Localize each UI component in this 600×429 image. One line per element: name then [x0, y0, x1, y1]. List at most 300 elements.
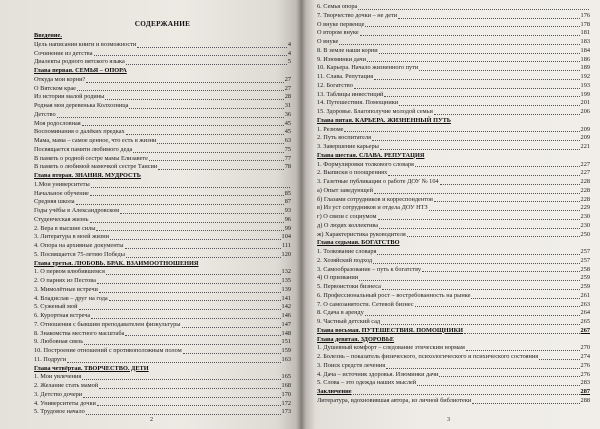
toc-page-number: 36	[284, 110, 291, 118]
toc-page-number: 257	[580, 256, 590, 264]
toc-entry-title: 3. Поиск средств лечения	[317, 361, 386, 369]
toc-dot-leader	[344, 131, 579, 132]
toc-dot-leader	[110, 239, 281, 240]
toc-page-number: 173	[281, 408, 291, 416]
toc-page-number: 199	[580, 90, 590, 98]
toc-entry-title: 10. Построение отношений с противоположным полом	[34, 347, 182, 354]
toc-dot-leader	[360, 35, 580, 36]
toc-entry-title: 4. Владислав – друг на года	[34, 294, 108, 302]
toc-dot-leader	[373, 263, 579, 264]
toc-page-number: 259	[580, 283, 590, 290]
toc-entry	[317, 64, 590, 73]
toc-page-number: 201	[580, 99, 590, 107]
toc-entry-title: 5. Слова – это одежда наших мыслей	[317, 379, 417, 387]
toc-entry	[317, 213, 590, 222]
page-number-right: 3	[447, 417, 450, 423]
toc-entry	[317, 318, 590, 327]
toc-chapter-heading	[317, 336, 590, 345]
toc-chapter-heading	[34, 172, 291, 181]
toc-dot-leader	[539, 359, 579, 360]
toc-entry	[34, 277, 291, 286]
toc-page-number: 288	[580, 396, 590, 404]
toc-page-number: 276	[580, 361, 590, 369]
toc-entry	[317, 371, 590, 380]
toc-entry	[34, 225, 291, 234]
toc-chapter-heading	[34, 32, 291, 41]
toc-chapter-heading	[34, 67, 291, 76]
toc-page-number: 5	[287, 58, 291, 66]
toc-page-number: 28	[284, 93, 291, 101]
toc-entry-title: Цель написания книги и возможности	[34, 40, 137, 48]
toc-entry-title: 1. Душевный комфорт – следование этическим нормам	[317, 344, 465, 352]
toc-entry-title: 4. Университеты дочки	[34, 399, 96, 407]
toc-page-number: 274	[580, 353, 590, 360]
toc-dot-leader	[99, 388, 280, 389]
toc-entry-title: 7. Отношения с бывшим преподавателем физкультуры	[34, 320, 181, 328]
toc-entry	[34, 128, 291, 137]
toc-dot-leader	[137, 47, 287, 48]
toc-entry-title: 1. Формулировки толкового словаря	[317, 160, 414, 168]
toc-entry-title: 7. О самозанятости. Сетевой бизнес	[317, 300, 414, 308]
toc-entry	[34, 233, 291, 242]
toc-entry	[34, 356, 291, 365]
toc-entry-title: Моя родословная	[34, 119, 81, 127]
toc-dot-leader	[365, 26, 579, 27]
toc-chapter-heading	[317, 152, 590, 161]
toc-entry-title: 11. Подруги	[34, 355, 67, 363]
toc-entry	[317, 301, 590, 310]
toc-entry	[317, 134, 590, 143]
toc-dot-leader	[90, 195, 284, 196]
toc-chapter-heading	[317, 327, 590, 336]
toc-dot-leader	[372, 140, 580, 141]
toc-page-number: 276	[580, 370, 590, 378]
toc-entry-title: 6. Семья опора	[317, 3, 358, 10]
toc-dot-leader	[377, 254, 579, 255]
toc-entry-title: 5. Первоистоки бизнеса	[317, 283, 381, 290]
toc-page-number: 165	[281, 373, 291, 381]
toc-page-number: 104	[281, 233, 291, 241]
toc-page-number: 270	[580, 344, 590, 352]
toc-dot-leader	[84, 344, 280, 345]
toc-entry-title: Посвящается памяти любимого деда	[34, 145, 133, 153]
toc-entry	[317, 99, 590, 108]
toc-page-number: 230	[580, 213, 590, 220]
toc-page-number: 189	[580, 64, 590, 72]
toc-entry-title: Глава четвёртая. ТВОРЧЕСТВО. ДЕТИ	[34, 364, 149, 372]
toc-dot-leader	[133, 152, 283, 153]
toc-entry-title: 11. Слава. Репутация	[317, 73, 374, 80]
toc-page-number: 77	[284, 154, 291, 162]
toc-page-number: 176	[580, 11, 590, 19]
toc-entry-title: 4. Опора на архивные документы	[34, 242, 124, 249]
toc-entry	[34, 382, 291, 391]
toc-entry	[317, 178, 590, 187]
toc-entry-title: 4) О призвании	[317, 274, 359, 282]
toc-dot-leader	[126, 134, 284, 135]
toc-entry-title: Годы учёбы в Александровском	[34, 207, 120, 214]
toc-entry	[317, 266, 590, 275]
toc-entry-title: Глава первая. СЕМЬЯ – ОПОРА	[34, 67, 127, 74]
toc-dot-leader	[399, 105, 579, 106]
toc-dot-leader	[398, 18, 579, 19]
toc-entry-title: д) О людях коллектива	[317, 221, 379, 229]
page-title: СОДЕРЖАНИЕ	[134, 20, 191, 28]
toc-entry	[317, 12, 590, 21]
toc-dot-leader	[158, 169, 283, 170]
toc-entry-title: 2. Путь воспитателя	[317, 134, 372, 142]
toc-dot-leader	[97, 405, 281, 406]
toc-entry	[34, 373, 291, 382]
toc-chapter-heading	[317, 388, 590, 397]
toc-entry-title: 9. Изюминки дачи	[317, 55, 366, 63]
toc-page-number: 184	[580, 46, 590, 54]
toc-entry	[34, 251, 291, 260]
toc-entry-title: Глава восьмая. ПУТЕШЕСТВИЯ. ПОМОЩНИКИ	[317, 326, 464, 334]
toc-dot-leader	[415, 166, 580, 167]
toc-dot-leader	[182, 327, 281, 328]
toc-dot-leader	[381, 324, 579, 325]
toc-dot-leader	[91, 318, 280, 319]
toc-dot-leader	[419, 70, 579, 71]
toc-entry-title: 9. Частный детский сад	[317, 318, 381, 325]
toc-dot-leader	[86, 414, 281, 415]
toc-entry	[317, 169, 590, 178]
toc-page-number: 27	[284, 84, 291, 92]
toc-page-number: 227	[580, 169, 590, 177]
toc-entry	[34, 76, 291, 85]
toc-entry	[34, 155, 291, 164]
toc-page-number: 151	[281, 338, 291, 346]
toc-dot-leader	[407, 236, 580, 237]
toc-entry-title: Глава вторая. ЗНАНИЯ. МУДРОСТЬ	[34, 172, 141, 179]
right-page	[301, 0, 600, 429]
toc-dot-leader	[157, 143, 283, 144]
toc-entry-title: Средняя школа	[34, 198, 75, 206]
toc-list-left	[34, 32, 291, 417]
toc-entry-title: Мама, мама – самое ценное, что есть в жизни	[34, 137, 157, 144]
toc-dot-leader	[183, 353, 281, 354]
toc-entry	[317, 82, 590, 91]
toc-dot-leader	[417, 385, 579, 386]
toc-entry	[317, 231, 590, 240]
toc-entry	[317, 309, 590, 318]
toc-entry-title: Из истории малой родины	[34, 93, 105, 101]
toc-dot-leader	[358, 9, 589, 10]
toc-entry-title: Глава третья. ЛЮБОВЬ. БРАК. ВЗАИМООТНОШЕНИЯ	[34, 259, 199, 267]
toc-entry	[317, 362, 590, 371]
toc-entry	[317, 344, 590, 353]
toc-entry-title: 2. Желание стать мамой	[34, 382, 99, 389]
toc-entry-title: В память о родной сестре мамы Елизавете	[34, 154, 148, 162]
toc-entry-title: 3. Газетные публикации о работе ДОУ № 104	[317, 178, 439, 185]
toc-list-right	[317, 3, 590, 406]
toc-entry	[34, 268, 291, 277]
toc-entry-title: 3. Детство дочери	[34, 390, 83, 398]
toc-dot-leader	[94, 55, 287, 56]
toc-dot-leader	[374, 79, 579, 80]
toc-entry-title: Глава девятая. ЗДОРОВЬЕ	[317, 335, 395, 343]
toc-entry	[317, 353, 590, 362]
toc-entry	[34, 330, 291, 339]
toc-chapter-heading	[317, 117, 590, 126]
toc-entry-title: Студенческая жизнь	[34, 215, 89, 223]
toc-entry-title: Детство	[34, 110, 56, 118]
toc-dot-leader	[106, 274, 281, 275]
toc-page-number: 258	[580, 265, 590, 273]
toc-entry-title: Воспоминания о далёких предках	[34, 128, 125, 136]
toc-dot-leader	[384, 96, 579, 97]
toc-entry	[34, 295, 291, 304]
toc-entry	[317, 21, 590, 30]
toc-page-number: 283	[580, 379, 590, 387]
toc-dot-leader	[464, 333, 579, 334]
toc-page-number: 27	[284, 75, 291, 83]
toc-page-number: 206	[580, 108, 590, 115]
toc-entry-title: 1. Резюме	[317, 125, 344, 133]
toc-page-number: 63	[284, 137, 291, 144]
toc-dot-leader	[96, 230, 283, 231]
toc-entry-title: Глава пятая. КАРЬЕРА. ЖИЗНЕННЫЙ ПУТЬ	[317, 116, 451, 124]
toc-dot-leader	[439, 376, 579, 377]
toc-entry	[317, 292, 590, 301]
toc-dot-leader	[82, 125, 284, 126]
toc-dot-leader	[379, 53, 580, 54]
toc-entry-title: 5. Трудовое начало	[34, 408, 85, 416]
toc-entry	[34, 216, 291, 225]
toc-page-number: 209	[580, 125, 590, 133]
toc-dot-leader	[126, 257, 281, 258]
toc-dot-leader	[440, 184, 580, 185]
toc-dot-leader	[91, 187, 290, 188]
toc-entry	[34, 181, 291, 190]
toc-entry-title: 9. Любовная связь	[34, 338, 84, 346]
toc-dot-leader	[76, 204, 284, 205]
toc-entry-title: Литература, вдохновившая автора, из личной библиотеки	[317, 396, 472, 404]
toc-entry-title: Заключение	[317, 388, 352, 395]
toc-entry-title: 7. Творчество дочки – не дети	[317, 11, 398, 19]
toc-page-number: 193	[580, 81, 590, 89]
toc-page-number: 148	[281, 329, 291, 337]
toc-dot-leader	[129, 108, 283, 109]
toc-entry	[34, 190, 291, 199]
toc-entry	[317, 187, 590, 196]
toc-dot-leader	[354, 88, 580, 89]
toc-entry	[34, 321, 291, 330]
toc-page-number: 178	[580, 20, 590, 28]
toc-page-number: 267	[580, 326, 590, 334]
toc-entry-title: 13. Таблицы инвестиций	[317, 90, 384, 98]
toc-page-number: 172	[281, 399, 291, 407]
toc-dot-leader	[90, 222, 284, 223]
toc-entry	[317, 91, 590, 100]
toc-entry	[34, 338, 291, 347]
toc-entry	[34, 312, 291, 321]
toc-entry	[317, 397, 590, 406]
toc-entry	[34, 137, 291, 146]
toc-dot-leader	[86, 82, 283, 83]
toc-entry-title: г) О связи с социумом	[317, 213, 377, 220]
toc-page-number: 229	[580, 204, 590, 212]
toc-entry-title: 3. Самообразование – путь к богатству	[317, 265, 422, 273]
toc-entry-title: 3. Завершение карьеры	[317, 143, 379, 150]
toc-entry-title: 1.Мои университеты	[34, 180, 90, 188]
toc-entry	[34, 207, 291, 216]
toc-page-number: 228	[580, 186, 590, 194]
toc-page-number: 228	[580, 195, 590, 203]
toc-entry-title: Глава шестая. СЛАВА. РЕПУТАЦИЯ	[317, 151, 425, 159]
toc-entry-title: 6. Профессиональный рост – востребованность на рынке	[317, 291, 471, 299]
toc-dot-leader	[422, 271, 580, 272]
toc-page-number: 4	[287, 40, 291, 48]
toc-dot-leader	[382, 289, 580, 290]
toc-page-number: 31	[284, 102, 291, 109]
toc-entry-title: 1. Толкование словаря	[317, 248, 377, 255]
toc-dot-leader	[126, 64, 287, 65]
toc-page-number: 261	[580, 291, 590, 299]
toc-dot-leader	[82, 379, 280, 380]
toc-entry-title: 15. Здоровье. Благополучие молодой семьи	[317, 108, 433, 115]
toc-entry-title: 8. В земле наши корни	[317, 46, 378, 54]
toc-page-number: 146	[281, 312, 291, 319]
page-number-left: 2	[150, 417, 153, 423]
toc-page-number: 250	[580, 230, 590, 238]
toc-entry	[317, 3, 590, 12]
toc-entry-title: Откуда мои корни?	[34, 75, 86, 83]
toc-dot-leader	[125, 248, 281, 249]
toc-entry	[34, 111, 291, 120]
toc-entry	[317, 126, 590, 135]
toc-page-number: 45	[284, 119, 291, 127]
toc-entry-title: 2. Вера в высшие силы	[34, 224, 96, 232]
toc-dot-leader	[125, 335, 280, 336]
toc-entry-title: 12. Богатство	[317, 81, 353, 89]
toc-entry	[317, 161, 590, 170]
toc-page-number: 183	[580, 38, 590, 45]
toc-entry-title: О внуке	[317, 38, 339, 45]
toc-page-number: 142	[281, 303, 291, 311]
toc-page-number: 221	[580, 143, 590, 150]
toc-entry	[34, 286, 291, 295]
toc-entry	[317, 108, 590, 117]
toc-dot-leader	[378, 219, 580, 220]
toc-dot-leader	[105, 99, 283, 100]
toc-dot-leader	[434, 114, 580, 115]
toc-entry	[34, 120, 291, 129]
toc-dot-leader	[471, 298, 579, 299]
toc-page-number: 209	[580, 134, 590, 142]
toc-dot-leader	[67, 362, 280, 363]
toc-entry	[34, 303, 291, 312]
toc-page-number: 93	[284, 207, 291, 214]
toc-page-number: 147	[281, 320, 291, 328]
toc-page-number: 257	[580, 248, 590, 255]
toc-dot-leader	[339, 44, 579, 45]
toc-entry	[34, 198, 291, 207]
toc-chapter-heading	[34, 260, 291, 269]
toc-entry-title: 8. Знакомства местного масштаба	[34, 329, 125, 337]
toc-entry	[34, 146, 291, 155]
toc-entry	[317, 29, 590, 38]
toc-entry-title: 1. О первом влюбившемся	[34, 268, 105, 276]
toc-page-number: 163	[281, 355, 291, 363]
toc-entry	[317, 248, 590, 257]
toc-entry	[34, 391, 291, 400]
toc-entry-title: Введение.	[34, 32, 62, 39]
toc-entry-title: О Вятском крае	[34, 84, 76, 92]
toc-page-number: 4	[287, 49, 291, 57]
toc-entry-title: 3. Литература в моей жизни	[34, 233, 110, 241]
toc-entry-title: О втором внуке	[317, 29, 359, 37]
toc-entry-title: 4. Дача – источник здоровья. Изюминки дачи	[317, 370, 439, 378]
toc-page-number: 75	[284, 145, 291, 153]
toc-page-number: 170	[281, 390, 291, 398]
toc-entry	[317, 196, 590, 205]
toc-dot-leader	[388, 175, 579, 176]
toc-entry-title: 1. Мои увлечения	[34, 373, 82, 381]
toc-page-number: 228	[580, 178, 590, 185]
toc-page-number: 159	[281, 347, 291, 354]
toc-entry	[34, 242, 291, 251]
toc-entry	[34, 163, 291, 172]
toc-entry-title: 2. Хозяйский подход	[317, 256, 373, 264]
toc-dot-leader	[466, 350, 580, 351]
toc-entry-title: Сочинение из детства	[34, 49, 93, 57]
toc-page-number: 111	[282, 242, 291, 249]
toc-entry	[317, 143, 590, 152]
toc-entry-title: ж) Характеристика руководителя	[317, 230, 406, 238]
toc-entry-title: в) Из уст сотрудников и отдела ДОУ НТЗ	[317, 204, 428, 212]
toc-dot-leader	[57, 117, 284, 118]
toc-entry	[317, 379, 590, 388]
toc-page-number: 259	[580, 274, 590, 282]
toc-page-number: 99	[284, 224, 291, 232]
toc-entry-title: Глава седьмая. БОГАТСТВО	[317, 239, 400, 247]
toc-entry	[34, 408, 291, 417]
toc-page-number: 227	[580, 160, 590, 168]
toc-entry	[317, 274, 590, 283]
toc-dot-leader	[434, 201, 580, 202]
toc-dot-leader	[99, 292, 281, 293]
toc-dot-leader	[379, 228, 580, 229]
toc-page-number: 265	[580, 318, 590, 325]
toc-dot-leader	[120, 213, 284, 214]
toc-dot-leader	[386, 368, 579, 369]
toc-entry-title: Начальное обучение	[34, 189, 89, 197]
toc-entry-title: Диалекты родного вятского языка	[34, 58, 125, 66]
toc-entry	[34, 102, 291, 111]
toc-page-number: 287	[580, 388, 590, 395]
toc-entry-title: 6. Курортная встреча	[34, 312, 91, 319]
toc-page-number: 141	[281, 294, 291, 302]
toc-page-number: 168	[281, 382, 291, 389]
toc-entry-title: б) Глазами сотрудников и корреспондентов	[317, 195, 433, 203]
toc-entry	[34, 50, 291, 59]
toc-entry-title: 10. Карьера. Начало жизненного пути	[317, 64, 419, 72]
toc-page-number: 186	[580, 55, 590, 63]
toc-chapter-heading	[34, 365, 291, 374]
toc-dot-leader	[353, 394, 580, 395]
toc-entry	[317, 73, 590, 82]
toc-page-number: 132	[281, 268, 291, 276]
toc-page-number: 45	[284, 128, 291, 136]
toc-page-number: 192	[580, 73, 590, 80]
toc-page-number: 264	[580, 309, 590, 317]
toc-entry-title: 2. Выписки о поощрениях	[317, 169, 388, 177]
toc-entry	[317, 222, 590, 231]
toc-dot-leader	[415, 306, 580, 307]
toc-dot-leader	[359, 280, 579, 281]
